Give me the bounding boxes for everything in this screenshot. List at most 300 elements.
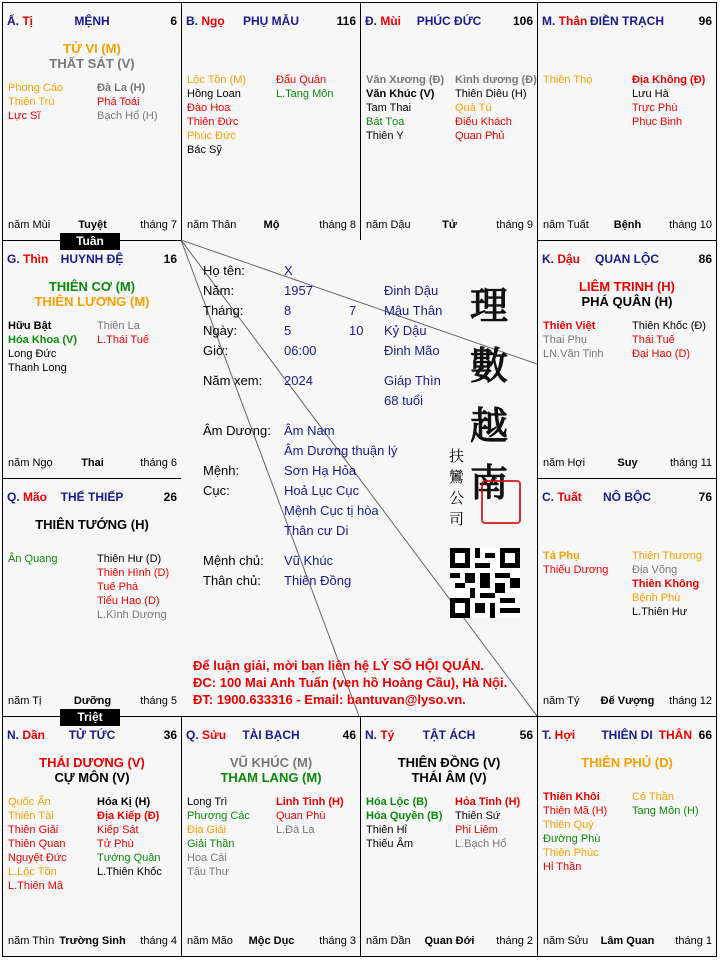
palace-footer bbox=[366, 935, 533, 949]
palace-branch: Mão bbox=[23, 490, 48, 504]
minor-star: Thiên Thọ bbox=[543, 74, 593, 86]
minor-star: Tang Môn (H) bbox=[632, 805, 699, 817]
palace-header bbox=[186, 728, 356, 744]
minor-star: Nguyệt Đức bbox=[8, 852, 67, 864]
palace-than bbox=[537, 2, 717, 241]
minor-star: L.Thái Tuế bbox=[97, 334, 149, 346]
palace-mui bbox=[360, 2, 538, 241]
minor-star: Thiên Trù bbox=[8, 96, 55, 108]
palace-footer bbox=[543, 935, 712, 949]
minor-star: Địa Võng bbox=[632, 564, 678, 576]
than-marker: THÂN bbox=[658, 728, 692, 742]
palace-header bbox=[542, 252, 712, 268]
minor-star: L.Kình Dương bbox=[97, 609, 167, 621]
tuoi-value: 68 tuổi bbox=[384, 393, 424, 408]
palace-number: 36 bbox=[163, 728, 177, 742]
palace-branch: Dậu bbox=[557, 252, 581, 266]
palace-letter: N. bbox=[365, 728, 381, 742]
palace-name: PHÚC ĐỨC bbox=[416, 14, 482, 28]
seal-side-2: 鸞 bbox=[449, 468, 465, 486]
minor-star: Trực Phù bbox=[632, 102, 678, 114]
palace-number: 56 bbox=[519, 728, 533, 742]
main-star: THIÊN LƯƠNG (M) bbox=[34, 294, 150, 309]
minor-star: Quan Phủ bbox=[455, 130, 505, 142]
palace-header bbox=[542, 14, 712, 30]
minor-stars-right bbox=[455, 795, 520, 851]
nam-xem-can-chi: Giáp Thìn bbox=[384, 373, 441, 388]
minor-star: L.Thiên Hư bbox=[632, 606, 688, 618]
minor-star: Phá Toái bbox=[97, 96, 140, 108]
minor-star: Tiểu Hao (D) bbox=[97, 595, 160, 607]
thang-can-chi: Mậu Thân bbox=[384, 303, 443, 318]
minor-stars-left bbox=[8, 81, 63, 123]
minor-star: Bạch Hổ (H) bbox=[97, 110, 158, 122]
palace-header bbox=[7, 728, 177, 744]
main-star: THAM LANG (M) bbox=[220, 770, 322, 785]
palace-letter: C. bbox=[542, 490, 558, 504]
minor-stars-right bbox=[632, 319, 706, 361]
minor-stars-right bbox=[276, 73, 333, 101]
minor-stars-right bbox=[632, 549, 702, 619]
palace-letter: K. bbox=[542, 252, 558, 266]
footer-month: tháng 5 bbox=[140, 695, 177, 707]
palace-name: MỆNH bbox=[74, 14, 110, 28]
minor-star: Thiên Khốc (Đ) bbox=[632, 320, 706, 332]
minor-stars-right bbox=[97, 319, 149, 347]
seal-side-3: 公 bbox=[449, 489, 465, 507]
minor-star: Kình dương (Đ) bbox=[455, 74, 537, 86]
minor-stars-left bbox=[187, 795, 250, 879]
palace-footer bbox=[543, 219, 712, 233]
minor-star: Thiên La bbox=[97, 320, 140, 332]
minor-star: Hóa Kị (H) bbox=[97, 796, 151, 808]
footer-stage: Quan Đới bbox=[424, 935, 475, 947]
minor-star: Thiên Quý bbox=[543, 819, 594, 831]
calligraphy-char-2: 數 bbox=[470, 343, 509, 388]
palace-number: 86 bbox=[698, 252, 712, 266]
minor-star: Thiên Hư (D) bbox=[97, 553, 162, 565]
minor-star: Địa Giải bbox=[187, 824, 227, 836]
palace-name: NÔ BỘC bbox=[603, 490, 651, 504]
calligraphy-char-1: 理 bbox=[470, 283, 509, 328]
center-info bbox=[181, 240, 537, 716]
footer-year: năm Hợi bbox=[543, 457, 586, 469]
ngay-am: 10 bbox=[349, 323, 364, 338]
main-star: CỰ MÔN (V) bbox=[54, 770, 130, 785]
palace-branch: Dần bbox=[22, 728, 46, 742]
cuc-label: Cục: bbox=[203, 483, 230, 498]
minor-star: Hỉ Thần bbox=[543, 861, 582, 873]
tuan-badge: Tuần bbox=[60, 233, 120, 250]
footer-stage: Lâm Quan bbox=[600, 935, 655, 947]
minor-star: Hồng Loan bbox=[187, 88, 241, 100]
footer-month: tháng 11 bbox=[669, 457, 712, 469]
palace-header bbox=[7, 252, 177, 268]
thang-am: 7 bbox=[349, 303, 357, 318]
minor-stars-left bbox=[187, 73, 246, 157]
palace-number: 16 bbox=[163, 252, 177, 266]
minor-star: Tử Phù bbox=[97, 838, 134, 850]
minor-star: Tam Thai bbox=[366, 102, 412, 114]
triet-badge: Triệt bbox=[60, 709, 120, 726]
main-star: THIÊN PHỦ (D) bbox=[581, 755, 673, 770]
minor-star: Tướng Quân bbox=[97, 852, 161, 864]
palace-dau bbox=[537, 240, 717, 479]
footer-year: năm Tị bbox=[8, 695, 42, 707]
footer-stage: Mộc Dục bbox=[248, 935, 295, 947]
minor-stars-left bbox=[543, 319, 604, 361]
minor-stars-right bbox=[632, 790, 699, 818]
footer-month: tháng 7 bbox=[140, 219, 177, 231]
palace-header bbox=[186, 14, 356, 30]
seal-side-1: 扶 bbox=[449, 447, 465, 465]
footer-stage: Đế Vượng bbox=[600, 695, 655, 707]
minor-star: Thiên Đức bbox=[187, 116, 239, 128]
minor-star: Ân Quang bbox=[8, 553, 58, 565]
footer-month: tháng 4 bbox=[140, 935, 177, 947]
minor-star: Phục Binh bbox=[632, 116, 683, 128]
menh-value: Sơn Hạ Hỏa bbox=[284, 463, 357, 478]
palace-letter: Q. bbox=[7, 490, 24, 504]
palace-number: 26 bbox=[163, 490, 177, 504]
minor-star: Thiên Diêu (H) bbox=[455, 88, 527, 100]
thang-value: 8 bbox=[284, 303, 292, 318]
footer-year: năm Tuất bbox=[543, 219, 589, 231]
footer-month: tháng 12 bbox=[669, 695, 712, 707]
palace-number: 46 bbox=[342, 728, 356, 742]
palace-number: 66 bbox=[698, 728, 712, 742]
palace-number: 6 bbox=[170, 14, 177, 28]
palace-letter: N. bbox=[7, 728, 23, 742]
palace-dan bbox=[2, 716, 182, 957]
palace-name: QUAN LỘC bbox=[595, 252, 659, 266]
minor-stars-right bbox=[276, 795, 344, 837]
footer-month: tháng 10 bbox=[669, 219, 712, 231]
minor-star: Thiên Giải bbox=[8, 824, 59, 836]
minor-star: Phi Liêm bbox=[455, 824, 498, 836]
minor-star: Thiên Tài bbox=[8, 810, 54, 822]
footer-year: năm Thân bbox=[187, 219, 237, 231]
main-star: PHÁ QUÂN (H) bbox=[581, 294, 673, 309]
minor-star: Phong Cáo bbox=[8, 82, 64, 94]
palace-footer bbox=[187, 219, 356, 233]
footer-stage: Suy bbox=[617, 457, 638, 469]
minor-star: Quan Phù bbox=[276, 810, 326, 822]
palace-branch: Ngọ bbox=[201, 14, 225, 28]
palace-letter: B. bbox=[186, 14, 202, 28]
palace-footer bbox=[187, 935, 356, 949]
footer-stage: Tuyệt bbox=[78, 219, 107, 231]
main-star: THIÊN TƯỚNG (H) bbox=[35, 517, 149, 532]
minor-star: Thiếu Dương bbox=[543, 564, 609, 576]
minor-star: Thanh Long bbox=[8, 362, 67, 374]
gio-label: Giờ: bbox=[203, 343, 229, 358]
minor-star: Thiên Sứ bbox=[455, 810, 501, 822]
minor-star: Phượng Các bbox=[187, 810, 250, 822]
palace-ngo bbox=[181, 2, 361, 241]
minor-star: Thiên Hỉ bbox=[366, 824, 407, 836]
palace-branch: Mùi bbox=[380, 14, 402, 28]
minor-star: Điếu Khách bbox=[455, 116, 512, 128]
palace-name: ĐIỀN TRẠCH bbox=[590, 14, 664, 28]
palace-name: THẾ THIẾP bbox=[60, 490, 124, 504]
minor-star: Bát Tọa bbox=[366, 116, 405, 128]
minor-star: Đà La (H) bbox=[97, 82, 146, 94]
gio-can-chi: Đinh Mão bbox=[384, 343, 440, 358]
minor-stars-left bbox=[366, 73, 444, 143]
minor-star: Hữu Bật bbox=[8, 320, 52, 332]
qr-code[interactable] bbox=[450, 548, 520, 618]
palace-name: THIÊN DI bbox=[601, 728, 653, 742]
menh-cuc: Mệnh Cục tị hòa bbox=[284, 503, 379, 518]
minor-star: Hóa Khoa (V) bbox=[8, 334, 78, 346]
minor-star: Đại Hao (D) bbox=[632, 348, 691, 360]
ngay-can-chi: Kỷ Dậu bbox=[384, 323, 427, 338]
main-star: VŨ KHÚC (M) bbox=[229, 755, 313, 770]
minor-star: Cô Thần bbox=[632, 791, 674, 803]
contact-line-1: Để luận giải, mời bạn liên hệ LÝ SỐ HỘI QUÁN. bbox=[193, 658, 484, 673]
palace-branch: Thìn bbox=[23, 252, 49, 266]
minor-star: Văn Khúc (V) bbox=[366, 88, 435, 100]
palace-hoi bbox=[537, 716, 717, 957]
footer-month: tháng 9 bbox=[496, 219, 533, 231]
palace-branch: Thân bbox=[558, 14, 588, 28]
palace-branch: Sửu bbox=[202, 728, 227, 742]
minor-star: Thiên Y bbox=[366, 130, 404, 142]
footer-month: tháng 6 bbox=[140, 457, 177, 469]
nam-can-chi: Đinh Dậu bbox=[384, 283, 439, 298]
minor-star: LN.Văn Tinh bbox=[543, 348, 604, 360]
nam-xem-value: 2024 bbox=[284, 373, 313, 388]
menh-chu-value: Vũ Khúc bbox=[284, 553, 334, 568]
palace-footer bbox=[8, 695, 177, 709]
minor-star: Thiên Thương bbox=[632, 550, 703, 562]
footer-year: năm Thìn bbox=[8, 935, 55, 947]
menh-chu-label: Mệnh chủ: bbox=[203, 553, 264, 568]
palace-branch: Tị bbox=[22, 14, 34, 28]
main-star: TỬ VI (M) bbox=[63, 41, 121, 56]
minor-star: Thiên Không bbox=[632, 578, 700, 590]
minor-stars-right bbox=[97, 795, 162, 879]
minor-star: Đường Phù bbox=[543, 833, 601, 845]
minor-stars-left bbox=[543, 549, 608, 577]
minor-star: Bệnh Phù bbox=[632, 592, 681, 604]
ngay-label: Ngày: bbox=[203, 323, 237, 338]
minor-stars-right bbox=[97, 552, 169, 622]
palace-header bbox=[365, 14, 533, 30]
ho-ten-label: Họ tên: bbox=[203, 263, 245, 278]
footer-year: năm Mão bbox=[187, 935, 233, 947]
footer-stage: Dưỡng bbox=[73, 695, 112, 707]
footer-year: năm Dần bbox=[366, 935, 411, 947]
main-star: THÁI DƯƠNG (V) bbox=[39, 755, 145, 770]
nam-xem-label: Năm xem: bbox=[203, 373, 263, 388]
palace-letter: Đ. bbox=[365, 14, 381, 28]
minor-stars-right bbox=[455, 73, 537, 143]
footer-stage: Mộ bbox=[263, 219, 280, 231]
minor-star: Thiên Quan bbox=[8, 838, 66, 850]
ho-ten-value: X bbox=[284, 263, 293, 278]
footer-year: năm Mùi bbox=[8, 219, 51, 231]
minor-star: Thiên Việt bbox=[543, 320, 596, 332]
palace-number: 106 bbox=[512, 14, 533, 28]
minor-stars-right bbox=[97, 81, 158, 123]
palace-footer bbox=[8, 935, 177, 949]
contact-line-3: ĐT: 1900.633316 - Email: bantuvan@lyso.vn. bbox=[193, 692, 466, 707]
palace-name: HUYNH ĐỆ bbox=[60, 252, 124, 266]
minor-star: Tuế Phá bbox=[97, 581, 139, 593]
calligraphy-char-4: 南 bbox=[470, 460, 509, 505]
footer-month: tháng 1 bbox=[675, 935, 712, 947]
cuc-value: Hoả Lục Cục bbox=[284, 483, 360, 498]
minor-star: Thiên Hình (D) bbox=[97, 567, 170, 579]
minor-star: Địa Kiếp (Đ) bbox=[97, 810, 160, 822]
minor-star: Kiếp Sát bbox=[97, 824, 139, 836]
minor-star: Hỏa Tinh (H) bbox=[455, 796, 521, 808]
minor-star: Địa Không (Đ) bbox=[632, 74, 706, 86]
minor-star: Hóa Quyền (B) bbox=[366, 810, 443, 822]
palace-thin bbox=[2, 240, 182, 479]
minor-star: Quốc Ấn bbox=[8, 796, 51, 808]
palace-letter: Ấ. bbox=[7, 14, 23, 28]
red-seal bbox=[481, 480, 521, 524]
palace-number: 96 bbox=[698, 14, 712, 28]
palace-footer bbox=[543, 457, 712, 471]
palace-header bbox=[542, 728, 712, 744]
nam-value: 1957 bbox=[284, 283, 313, 298]
minor-star: L.Đà La bbox=[276, 824, 315, 836]
palace-name: TÀI BẠCH bbox=[242, 728, 300, 742]
palace-number: 76 bbox=[698, 490, 712, 504]
calligraphy-char-3: 越 bbox=[470, 403, 509, 448]
footer-year: năm Sửu bbox=[543, 935, 589, 947]
minor-star: L.Thiên Mã bbox=[8, 880, 64, 892]
than-cu: Thân cư Di bbox=[284, 523, 349, 538]
palace-footer bbox=[543, 695, 712, 709]
main-star: THÁI ÂM (V) bbox=[411, 770, 487, 785]
minor-star: Tả Phụ bbox=[543, 550, 580, 562]
minor-star: Hóa Lộc (B) bbox=[366, 796, 428, 808]
menh-label: Mệnh: bbox=[203, 463, 240, 478]
minor-star: Đẩu Quân bbox=[276, 74, 327, 86]
footer-stage: Bệnh bbox=[613, 219, 642, 231]
minor-star: Bác Sỹ bbox=[187, 144, 222, 156]
minor-star: Quả Tú bbox=[455, 102, 492, 114]
minor-star: Văn Xương (Đ) bbox=[366, 74, 445, 86]
nam-label: Năm: bbox=[203, 283, 235, 298]
palace-letter: G. bbox=[7, 252, 24, 266]
than-chu-label: Thân chủ: bbox=[203, 573, 261, 588]
footer-month: tháng 3 bbox=[319, 935, 356, 947]
than-chu-value: Thiên Đồng bbox=[284, 573, 352, 588]
palace-name: TẬT ÁCH bbox=[422, 728, 476, 742]
minor-star: Phúc Đức bbox=[187, 130, 236, 142]
minor-stars-left bbox=[8, 795, 67, 893]
am-duong-label: Âm Dương: bbox=[203, 423, 271, 438]
palace-tuat bbox=[537, 478, 717, 717]
contact-line-2: ĐC: 100 Mai Anh Tuấn (ven hồ Hoàng Cầu), Hà Nội. bbox=[193, 675, 508, 690]
palace-letter: T. bbox=[542, 728, 555, 742]
seal-side-4: 司 bbox=[449, 510, 465, 528]
footer-month: tháng 8 bbox=[319, 219, 356, 231]
main-star: LIÊM TRINH (H) bbox=[578, 279, 676, 294]
minor-star: Thai Phụ bbox=[543, 334, 588, 346]
minor-stars-left bbox=[543, 790, 607, 874]
minor-star: Linh Tinh (H) bbox=[276, 796, 344, 808]
palace-ty2 bbox=[360, 716, 538, 957]
minor-star: Hoa Cái bbox=[187, 852, 227, 864]
am-duong-value: Âm Nam bbox=[284, 423, 335, 438]
palace-header bbox=[7, 14, 177, 30]
footer-stage: Thai bbox=[81, 457, 104, 469]
minor-star: Thiên Mã (H) bbox=[543, 805, 608, 817]
footer-year: năm Ngọ bbox=[8, 457, 53, 469]
minor-star: Thiếu Âm bbox=[366, 838, 414, 850]
palace-suu bbox=[181, 716, 361, 957]
palace-ty bbox=[2, 2, 182, 241]
ngay-value: 5 bbox=[284, 323, 292, 338]
minor-star: Tấu Thư bbox=[187, 866, 230, 878]
minor-stars-right bbox=[632, 73, 705, 129]
palace-number: 116 bbox=[336, 14, 356, 28]
minor-star: Thiên Phúc bbox=[543, 847, 599, 859]
palace-footer bbox=[8, 457, 177, 471]
palace-header bbox=[7, 490, 177, 506]
main-star: THIÊN ĐỒNG (V) bbox=[397, 755, 501, 770]
palace-footer bbox=[8, 219, 177, 233]
minor-star: L.Bạch Hổ bbox=[455, 838, 507, 850]
footer-year: năm Dậu bbox=[366, 219, 411, 231]
minor-star: Long Trì bbox=[187, 796, 228, 808]
footer-year: năm Tý bbox=[543, 695, 580, 707]
main-star: THIÊN CƠ (M) bbox=[48, 279, 136, 294]
gio-value: 06:00 bbox=[284, 343, 317, 358]
minor-star: Long Đức bbox=[8, 348, 57, 360]
palace-name: TỬ TỨC bbox=[68, 728, 116, 742]
minor-stars-left bbox=[543, 73, 592, 87]
footer-stage: Tử bbox=[442, 219, 457, 231]
minor-star: Giải Thần bbox=[187, 838, 235, 850]
palace-header bbox=[365, 728, 533, 744]
palace-branch: Hợi bbox=[554, 728, 576, 742]
minor-stars-left bbox=[8, 319, 77, 375]
minor-star: Lực Sĩ bbox=[8, 110, 41, 122]
minor-star: Lộc Tồn (M) bbox=[187, 74, 247, 86]
palace-header bbox=[542, 490, 712, 506]
minor-star: Thiên Khôi bbox=[543, 791, 600, 803]
minor-stars-left bbox=[8, 552, 58, 566]
palace-branch: Tý bbox=[380, 728, 395, 742]
palace-letter: M. bbox=[542, 14, 559, 28]
thang-label: Tháng: bbox=[203, 303, 244, 318]
palace-branch: Tuất bbox=[557, 490, 582, 504]
minor-star: L.Lộc Tồn bbox=[8, 866, 57, 878]
footer-stage: Trường Sinh bbox=[59, 935, 126, 947]
minor-star: Đào Hoa bbox=[187, 102, 231, 114]
minor-star: L.Thiên Khốc bbox=[97, 866, 162, 878]
footer-month: tháng 2 bbox=[496, 935, 533, 947]
palace-letter: Q. bbox=[186, 728, 203, 742]
palace-footer bbox=[366, 219, 533, 233]
minor-star: Lưu Hà bbox=[632, 88, 669, 100]
minor-star: Thái Tuế bbox=[632, 334, 675, 346]
main-star: THẤT SÁT (V) bbox=[49, 56, 135, 71]
minor-stars-left bbox=[366, 795, 442, 851]
palace-name: PHỤ MẪU bbox=[243, 14, 299, 28]
palace-mao bbox=[2, 478, 182, 717]
am-duong-thuan: Âm Dương thuận lý bbox=[284, 443, 398, 458]
minor-star: L.Tang Môn bbox=[276, 88, 334, 100]
